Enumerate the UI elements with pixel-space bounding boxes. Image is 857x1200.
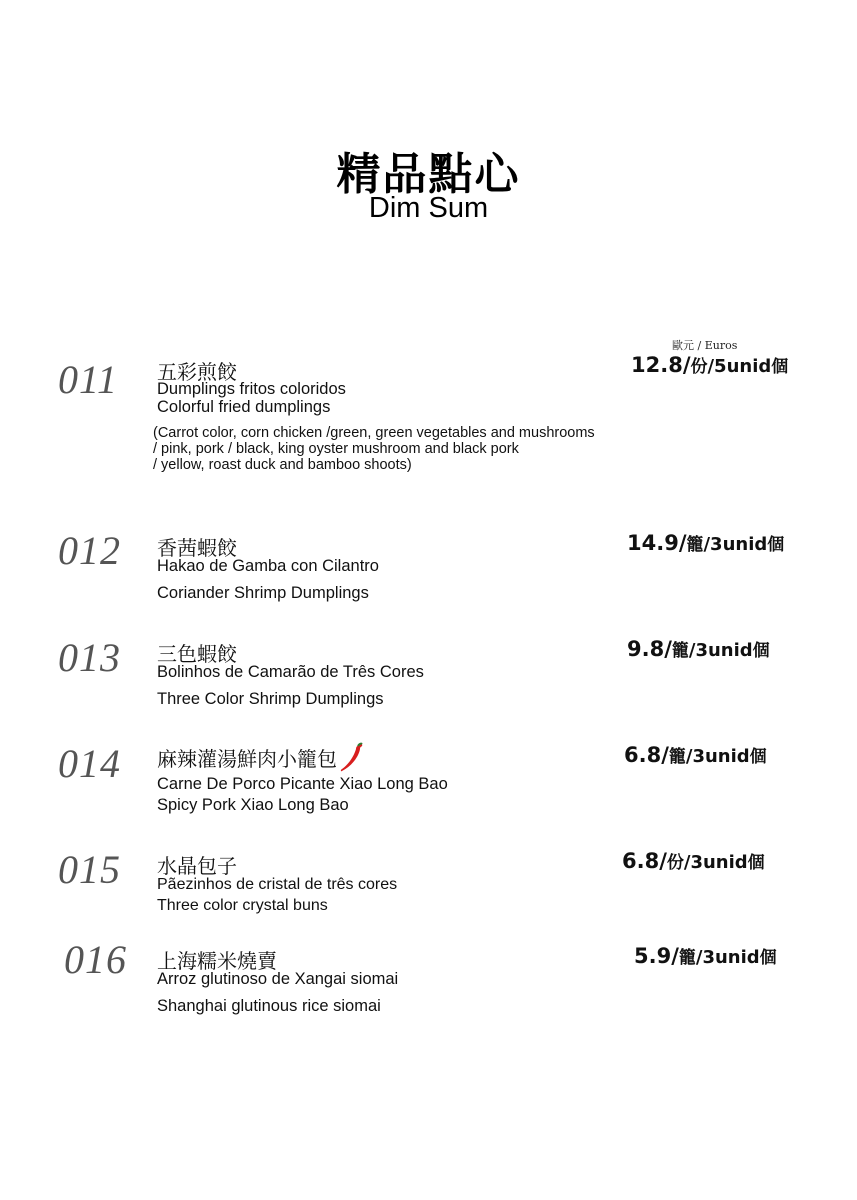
item-name-chinese: 香茜蝦餃 — [157, 536, 237, 560]
price-unit: /3unid — [685, 746, 750, 767]
price-unit-zh: 籠 — [686, 535, 704, 555]
item-price — [627, 530, 784, 555]
chili-pepper-icon — [339, 742, 365, 779]
menu-title-english: Dim Sum — [368, 192, 489, 224]
item-number: 012 — [58, 528, 121, 573]
item-note-line: / yellow, roast duck and bamboo shoots) — [153, 457, 412, 473]
price-value: 5.9/ — [634, 944, 679, 968]
item-number: 013 — [58, 635, 121, 680]
item-price — [631, 352, 788, 377]
item-name-chinese: 水晶包子 — [157, 854, 237, 878]
item-name-english: Colorful fried dumplings — [157, 398, 331, 416]
price-value: 12.8/ — [631, 353, 691, 377]
price-unit-tail: 個 — [752, 641, 770, 661]
item-price — [634, 943, 777, 968]
item-name-spanish: Carne De Porco Picante Xiao Long Bao — [157, 775, 448, 793]
price-unit-zh: 籠 — [668, 747, 686, 767]
item-note-line: / pink, pork / black, king oyster mushroom and black pork — [153, 441, 519, 457]
price-value: 6.8/ — [624, 743, 669, 767]
item-name-spanish: Bolinhos de Camarão de Três Cores — [157, 663, 424, 681]
price-value: 9.8/ — [627, 637, 672, 661]
price-value: 6.8/ — [622, 849, 667, 873]
price-unit-tail: 個 — [771, 357, 789, 377]
price-value: 14.9/ — [627, 531, 687, 555]
price-unit: /3unid — [683, 852, 748, 873]
price-unit: /3unid — [695, 947, 760, 968]
price-unit-tail: 個 — [767, 535, 785, 555]
item-name-spanish: Arroz glutinoso de Xangai siomai — [157, 970, 399, 988]
item-name-spanish: Pãezinhos de cristal de três cores — [157, 876, 398, 893]
item-name-chinese: 三色蝦餃 — [157, 642, 237, 666]
price-unit-tail: 個 — [747, 853, 765, 873]
price-unit: /3unid — [703, 534, 768, 555]
price-unit-zh: 籠 — [678, 948, 696, 968]
price-unit: /5unid — [707, 356, 772, 377]
item-note-line: (Carrot color, corn chicken /green, green vegetables and mushrooms — [153, 425, 595, 441]
item-name-chinese-row — [157, 742, 365, 779]
item-price — [627, 636, 770, 661]
item-name-english: Shanghai glutinous rice siomai — [157, 997, 381, 1015]
currency-label: 歐元 / Euros — [672, 339, 738, 352]
item-name-chinese: 上海糯米燒賣 — [157, 949, 277, 973]
item-price — [622, 848, 765, 873]
menu-title-chinese: 精品點心 — [336, 149, 521, 200]
item-price — [624, 742, 767, 767]
price-unit-zh: 籠 — [671, 641, 689, 661]
item-name-chinese: 五彩煎餃 — [157, 360, 237, 384]
item-number: 014 — [58, 741, 121, 786]
item-name-spanish: Hakao de Gamba con Cilantro — [157, 557, 379, 575]
item-name-english: Three color crystal buns — [157, 897, 328, 914]
item-name-chinese: 麻辣灌湯鮮肉小籠包 — [157, 747, 337, 771]
item-number: 011 — [58, 357, 119, 402]
price-unit-zh: 份 — [690, 357, 708, 377]
price-unit-tail: 個 — [749, 747, 767, 767]
item-name-spanish: Dumplings fritos coloridos — [157, 380, 346, 398]
item-name-english: Three Color Shrimp Dumplings — [157, 690, 384, 708]
item-number: 015 — [58, 847, 121, 892]
price-unit-zh: 份 — [666, 853, 684, 873]
item-name-english: Coriander Shrimp Dumplings — [157, 584, 369, 602]
item-number: 016 — [64, 937, 127, 982]
price-unit-tail: 個 — [759, 948, 777, 968]
price-unit: /3unid — [688, 640, 753, 661]
item-name-english: Spicy Pork Xiao Long Bao — [157, 796, 349, 814]
